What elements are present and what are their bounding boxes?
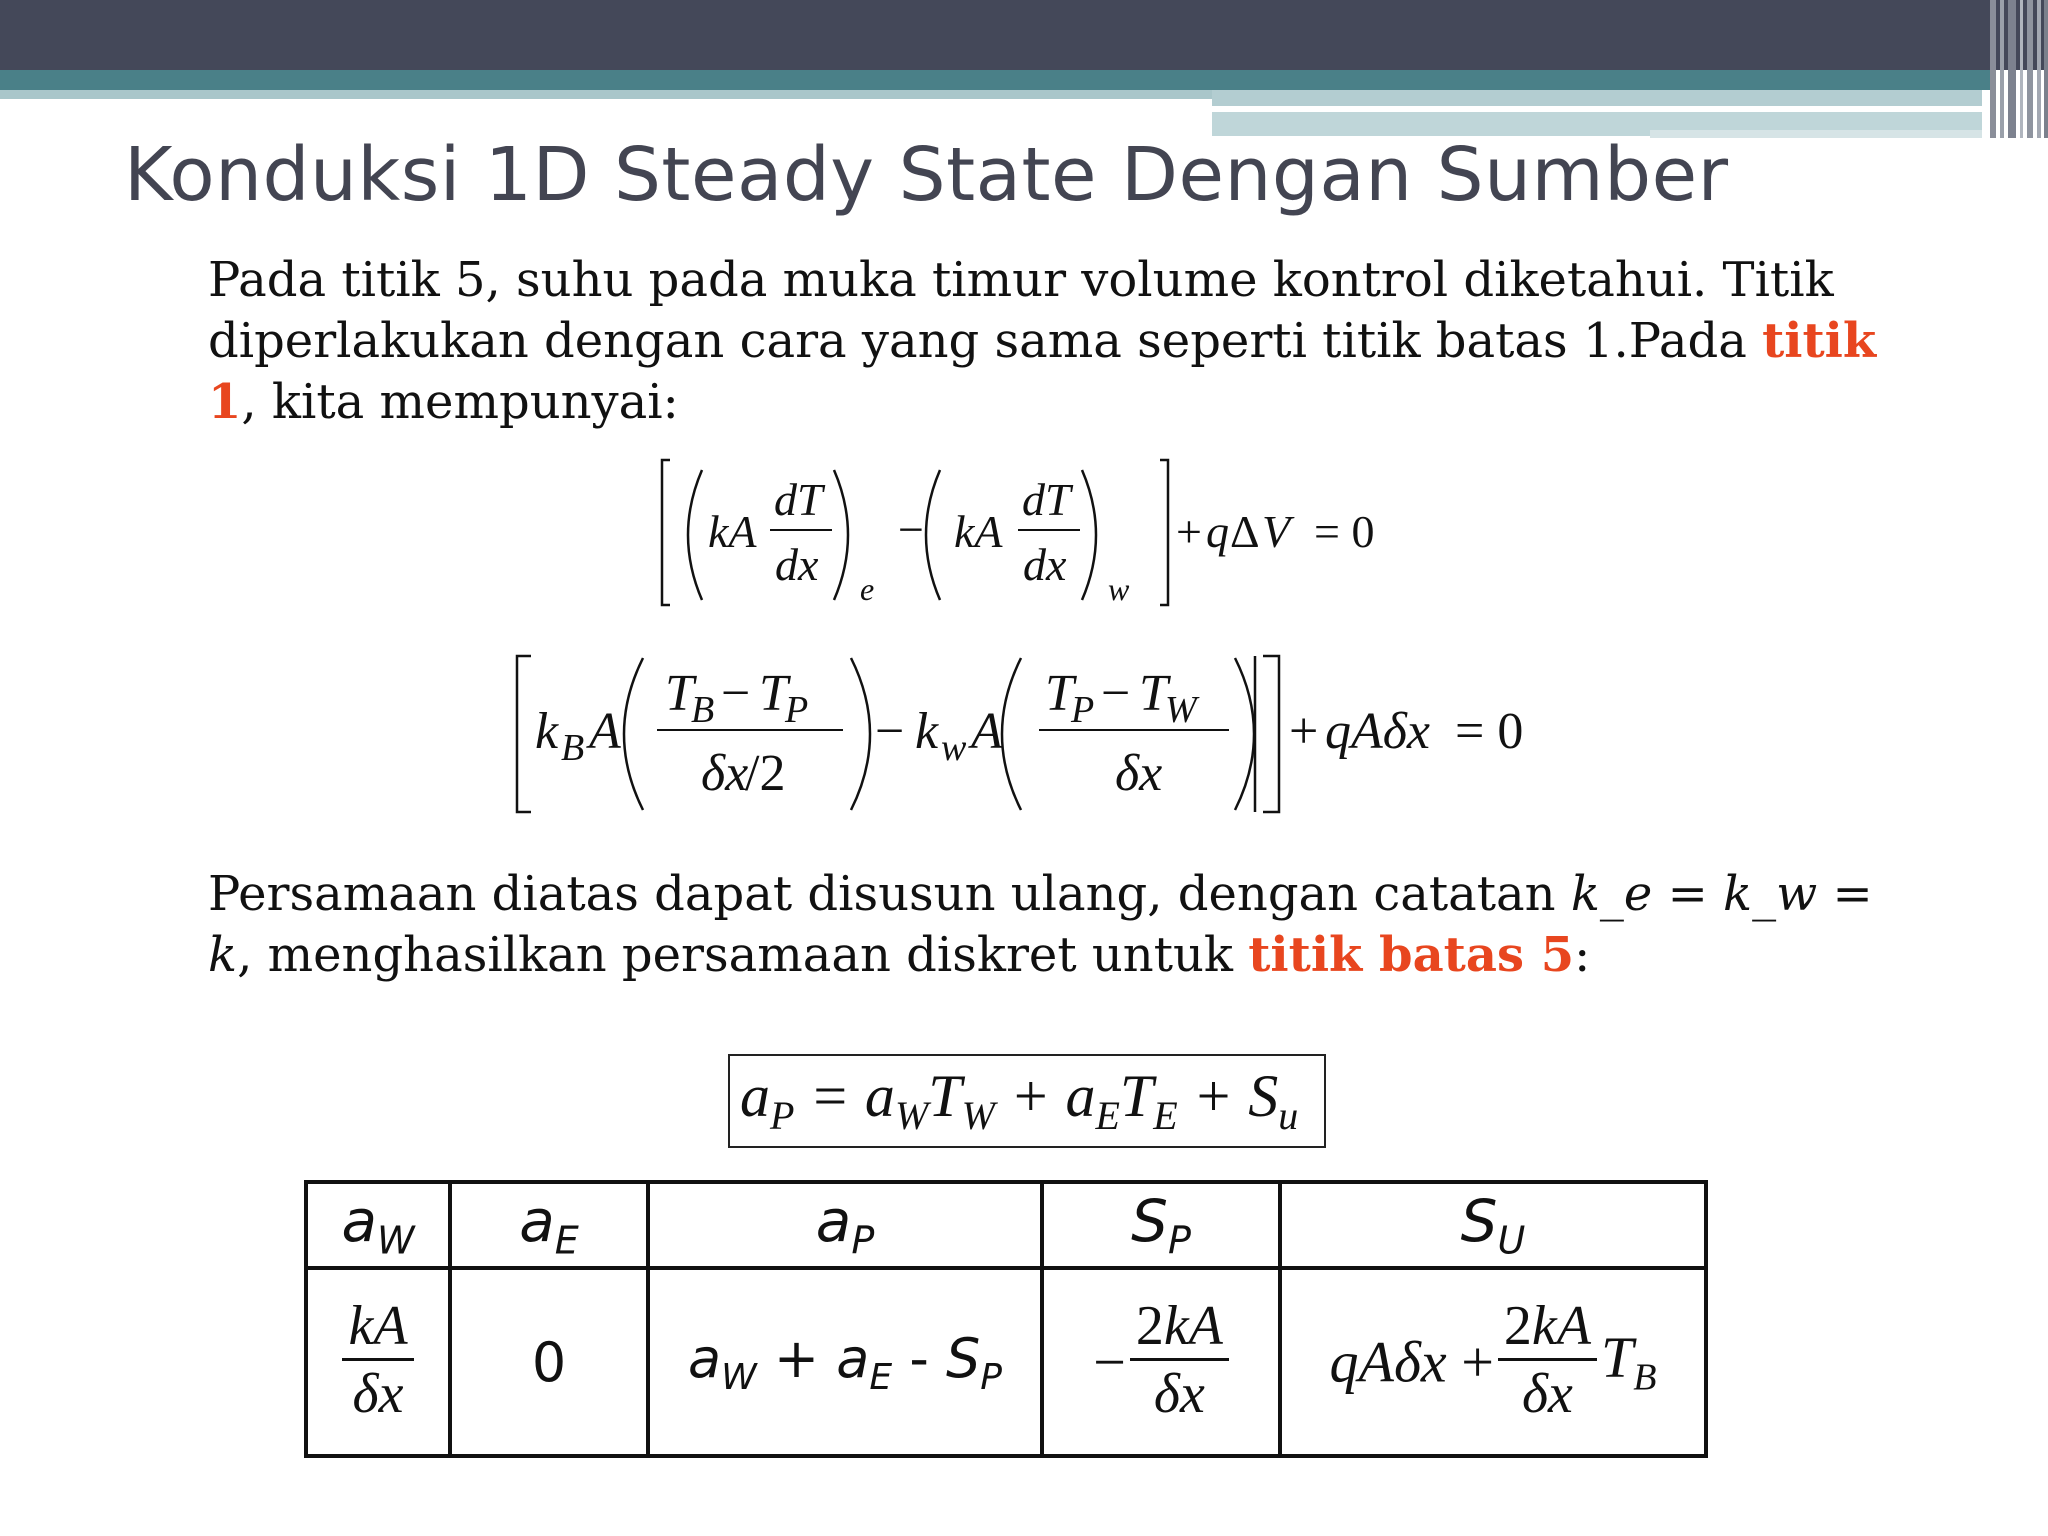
svg-text:A: A — [971, 703, 1003, 760]
second-highlight: titik batas 5 — [1248, 927, 1575, 983]
boxed-equation-text: $a_P = a_WT_W + a_ET_E + S_u$ — [740, 1063, 1299, 1138]
svg-text:kA: kA — [954, 506, 1003, 557]
svg-text:e: e — [860, 571, 875, 607]
second-text-mid: , menghasilkan persamaan diskret untuk — [237, 927, 1249, 983]
svg-text:V: V — [1262, 506, 1291, 557]
svg-text:= 0: = 0 — [1314, 506, 1375, 557]
svg-text:/2: /2 — [745, 745, 786, 802]
header-bar-dark — [0, 0, 2048, 70]
header-bar-light — [0, 90, 1212, 99]
svg-text:dT: dT — [1022, 474, 1071, 525]
cell-SP: − $\frac{2kA}{\delta x}$ — [1042, 1268, 1280, 1456]
svg-text:+: + — [1289, 703, 1319, 760]
svg-text:P: P — [1071, 689, 1095, 731]
svg-text:T: T — [665, 665, 694, 722]
inline-math: k_e = k_w = k — [208, 866, 1873, 983]
svg-text:T: T — [1045, 665, 1074, 722]
svg-text:dT: dT — [774, 474, 823, 525]
header-stripes — [1990, 0, 2048, 138]
header-SP: $S_P$ — [1042, 1182, 1280, 1268]
svg-text:B: B — [691, 689, 715, 731]
header-SU: $S_U$ — [1280, 1182, 1706, 1268]
svg-text:k: k — [915, 703, 939, 760]
svg-text:w: w — [1108, 571, 1130, 607]
intro-highlight: titik 1 — [208, 313, 1877, 430]
svg-text:q: q — [1206, 506, 1229, 557]
cell-aP: $a_W + a_E - S_P$ — [648, 1268, 1042, 1456]
svg-text:W: W — [1165, 689, 1197, 731]
coefficient-table — [304, 1180, 1708, 1458]
svg-text:k: k — [535, 703, 559, 760]
second-text-end: : — [1574, 927, 1591, 983]
slide-title: Konduksi 1D Steady State Dengan Sumber — [124, 132, 1729, 218]
cell-SU: qAδx + $\frac{2kA}{\delta x}$ $T_B$ — [1280, 1268, 1706, 1456]
svg-text:A: A — [589, 703, 621, 760]
header-bar-light — [1212, 90, 1982, 106]
svg-text:+: + — [1176, 506, 1202, 557]
svg-text:δx: δx — [1115, 745, 1163, 802]
header-bar-teal — [0, 70, 1990, 90]
svg-text:dx: dx — [1023, 539, 1067, 590]
second-paragraph — [208, 864, 1908, 986]
svg-text:T: T — [759, 665, 788, 722]
svg-text:−: − — [1101, 665, 1131, 722]
svg-text:w: w — [941, 727, 967, 769]
svg-text:qAδx: qAδx — [1325, 703, 1431, 760]
header-aE: $a_E$ — [450, 1182, 648, 1268]
boxed-equation — [728, 1054, 1326, 1148]
cell-aE: 0 — [450, 1268, 648, 1456]
svg-text:Δ: Δ — [1230, 506, 1260, 557]
equation-2 — [505, 648, 1545, 818]
svg-text:δx: δx — [701, 745, 749, 802]
table-header-row — [306, 1182, 1706, 1268]
equation-1 — [650, 450, 1410, 620]
intro-paragraph — [208, 250, 1908, 433]
second-text: Persamaan diatas dapat disusun ulang, dengan catatan — [208, 866, 1571, 922]
svg-text:dx: dx — [775, 539, 819, 590]
svg-text:T: T — [1139, 665, 1168, 722]
svg-text:= 0: = 0 — [1455, 703, 1524, 760]
header-aW: $a_W$ — [306, 1182, 450, 1268]
intro-text-end: , kita mempunyai: — [241, 374, 679, 430]
svg-text:P: P — [785, 689, 809, 731]
table-row — [306, 1268, 1706, 1456]
intro-text: Pada titik 5, suhu pada muka timur volume kontrol diketahui. Titik diperlakukan dengan cara yang sama seperti titik batas 1.Pada — [208, 252, 1834, 369]
svg-text:−: − — [721, 665, 751, 722]
cell-aW: $\frac{kA}{\delta x}$ — [306, 1268, 450, 1456]
svg-text:B: B — [561, 727, 585, 769]
header-aP: $a_P$ — [648, 1182, 1042, 1268]
svg-text:−: − — [898, 504, 924, 555]
svg-text:−: − — [875, 703, 905, 760]
svg-text:kA: kA — [708, 506, 757, 557]
